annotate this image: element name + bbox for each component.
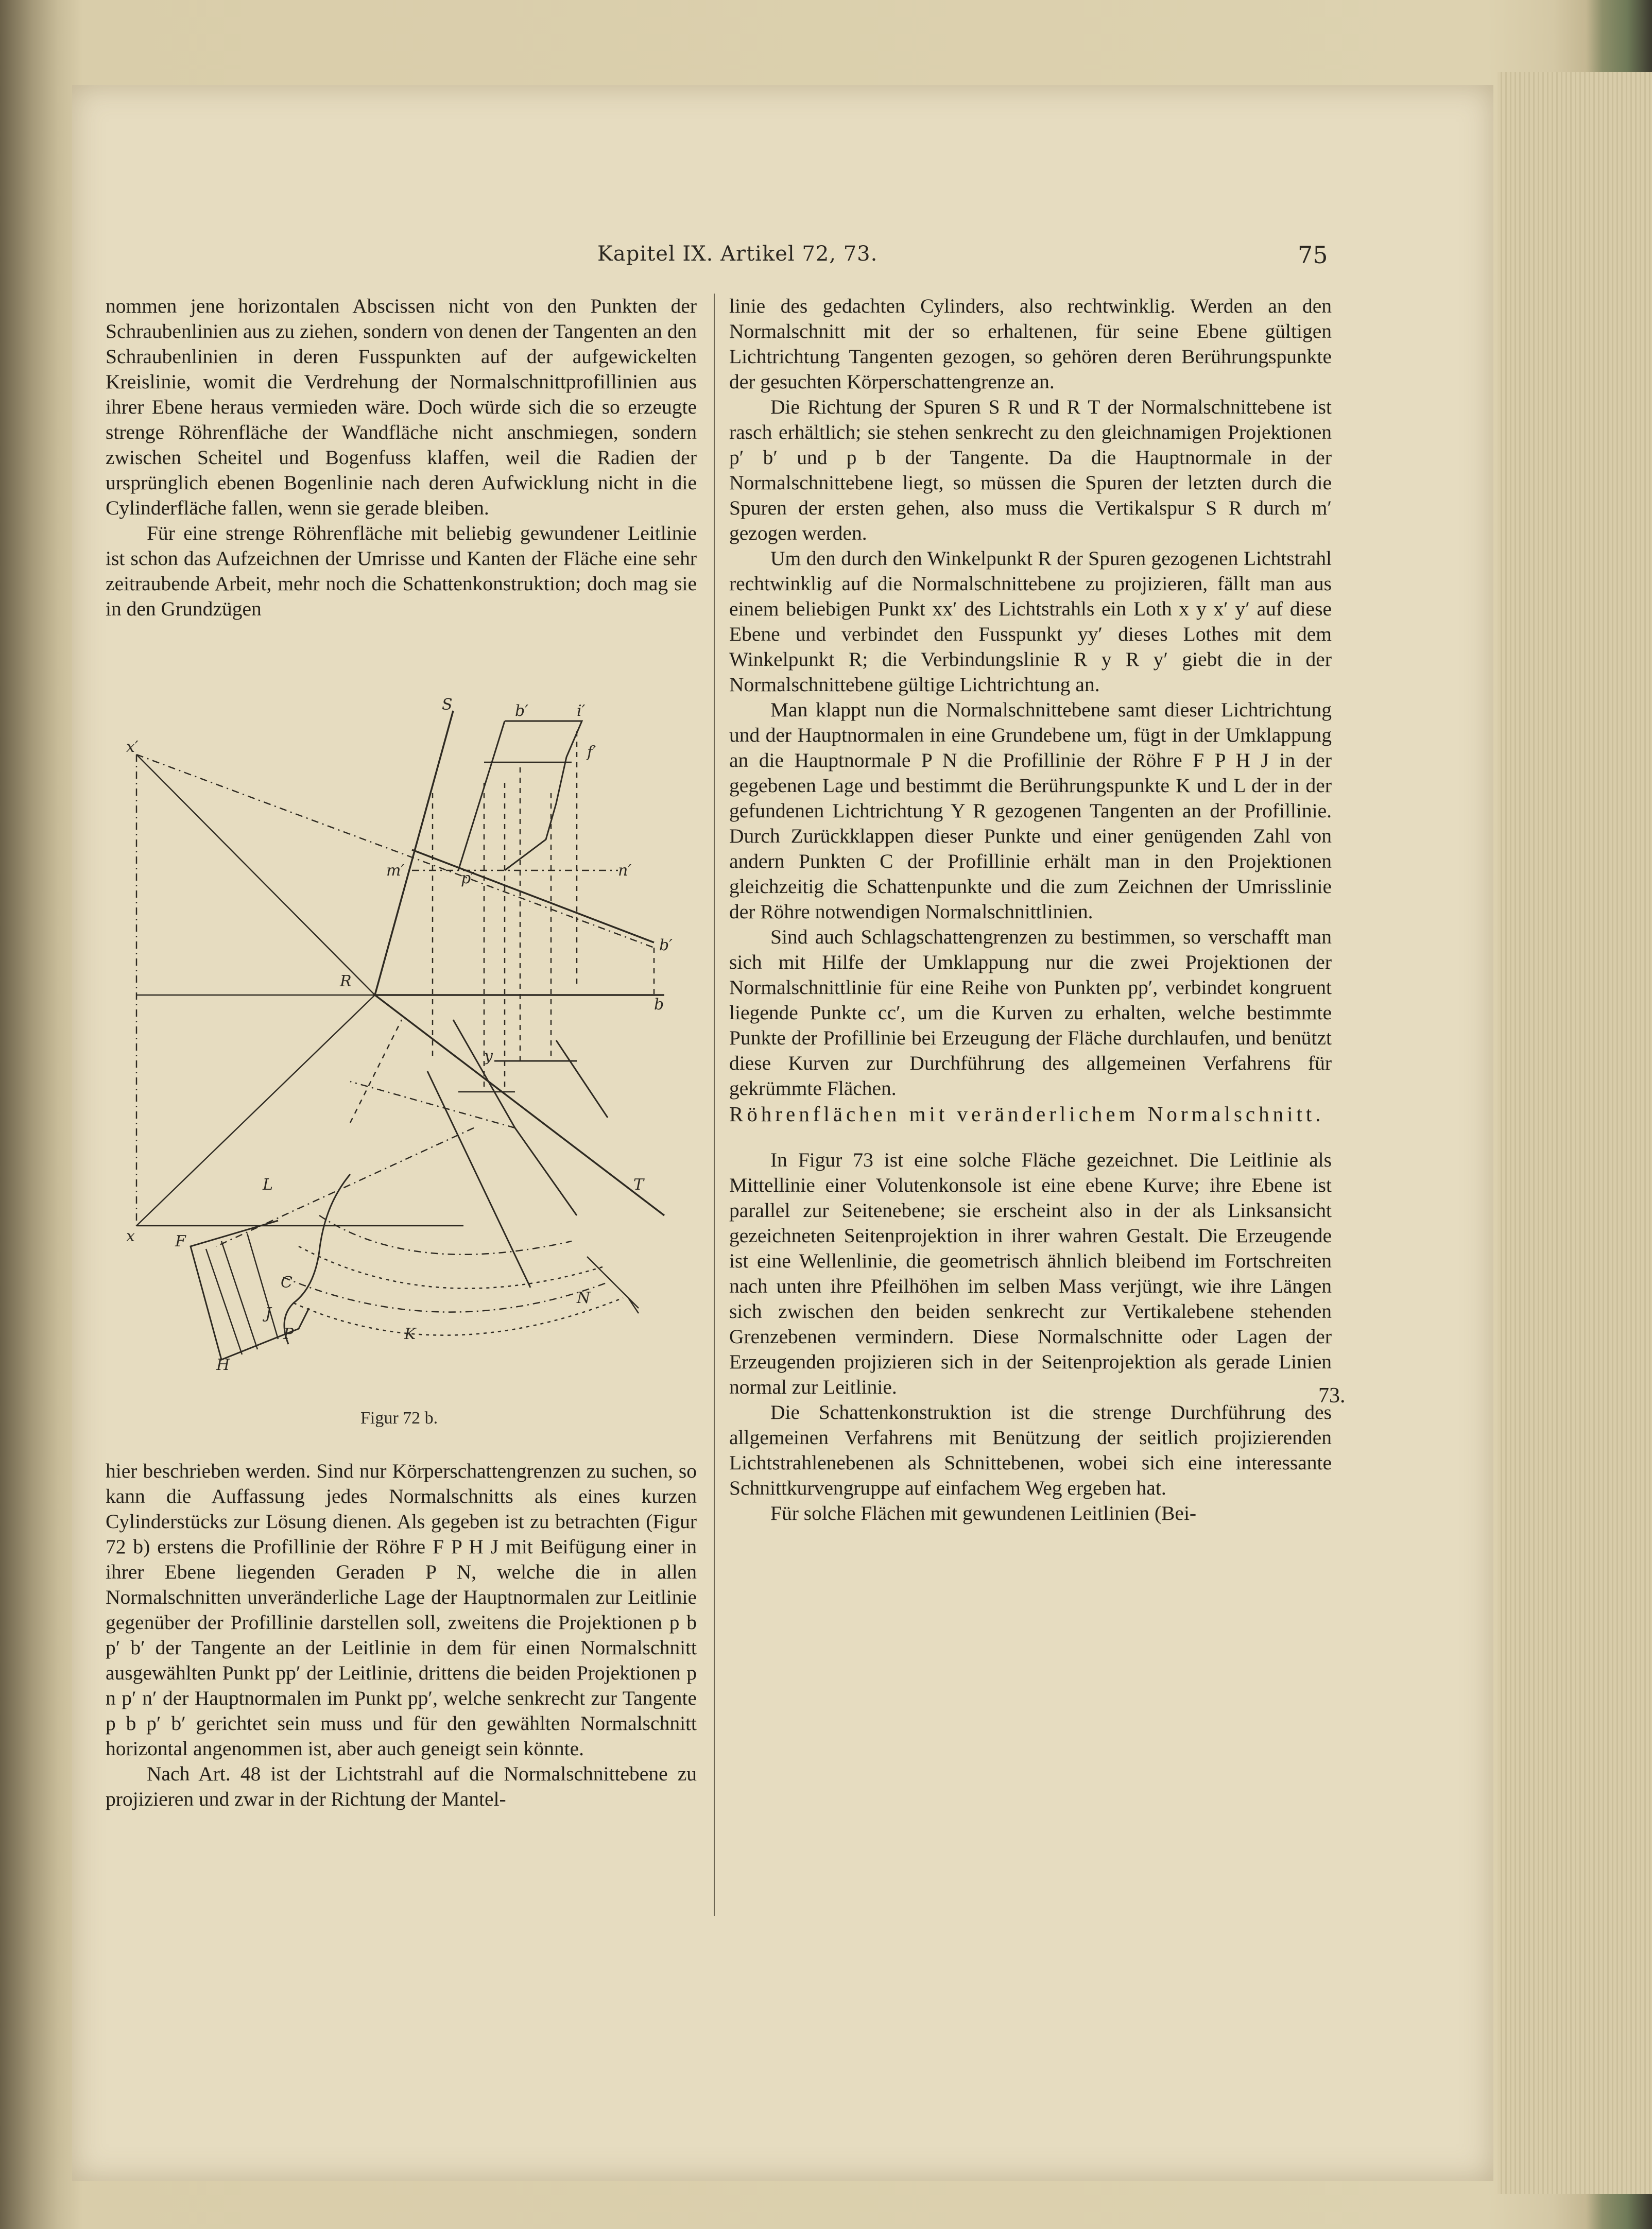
figure-label: H (216, 1356, 230, 1374)
paragraph: In Figur 73 ist eine solche Fläche gezeichnet. Die Leitlinie als Mittellinie einer Volutenkonsole ist eine ebene Kurve; ihre Ebene ist parallel zur Seitenebene; sie erscheint also in der als Linksansicht gezeichneten Seitenprojektion in ihrer wahren Gestalt. Die Erzeugende ist eine Wellenlinie, die geometrisch ähnlich bleibend im Fortschreiten nach unten ihre Pfeilhöhen im selben Mass verjüngt, wie ihre Längen sich zwischen den beiden senkrecht zur Vertikalebene stehenden Grenzebenen vermindern. Diese Normalschnitte oder Lagen der Erzeugenden projizieren sich in der Seitenprojektion als gerade Linien normal zur Leitlinie. (729, 1148, 1332, 1398)
paragraph: nommen jene horizontalen Abscissen nicht von den Punkten der Schraubenlinien aus zu ziehen, sondern von denen der Tangenten an den Schraubenlinien in deren Fusspunkten auf der aufgewickelten Kreislinie, womit die Verdrehung der Normalschnittprofillinien aus ihrer Ebene heraus vermieden wäre. Doch würde sich die so erzeugte strenge Röhrenfläche der Wandfläche nicht anschmiegen, sondern zwischen Scheitel und Bogenfuss klaffen, weil die Radien der ursprünglich ebenen Bogenlinie nach deren Aufwicklung nicht in die Cylinderfläche fallen, wenn sie gerade bleiben. (106, 295, 697, 519)
figure-label: R (340, 972, 352, 990)
figure-label: y (484, 1047, 493, 1065)
paragraph: Nach Art. 48 ist der Lichtstrahl auf die Normalschnittebene zu projizieren und zwar in der Richtung der Mantel- (106, 1762, 697, 1810)
figure-label: x (126, 1227, 135, 1245)
left-column-top (106, 294, 697, 622)
figure-label: b′ (515, 702, 529, 720)
figure-label: f′ (587, 743, 596, 761)
figure-label: p′ (461, 869, 475, 887)
left-column-bottom (106, 1459, 697, 1812)
figure-label: b′ (659, 936, 673, 954)
figure-label: x′ (126, 738, 139, 756)
page-edges (1498, 72, 1652, 2194)
column-divider (714, 294, 715, 1916)
figure-label: L (263, 1176, 273, 1194)
paragraph: linie des gedachten Cylinders, also rechtwinklig. Werden an den Normalschnitt mit der so erhaltenen, für seine Ebene gültigen Lichtrichtung Tangenten gezogen, so gehören deren Berührungspunkte der gesuchten Körperschattengrenze an. (729, 295, 1332, 393)
figure-72b (124, 696, 673, 1411)
running-header: Kapitel IX. Artikel 72, 73. (597, 242, 878, 266)
paragraph: Die Richtung der Spuren S R und R T der Normalschnittebene ist rasch erhältlich; sie stehen senkrecht zu den gleichnamigen Projektionen p′ b′ und p b der Tangente. Da die Hauptnormale in der Normalschnittebene liegt, so müssen die Spuren der letzten durch die Spuren der ersten gehen, also muss die Vertikalspur S R durch m′ gezogen werden. (729, 396, 1332, 544)
figure-label: P (283, 1325, 294, 1343)
paragraph: Um den durch den Winkelpunkt R der Spuren gezogenen Lichtstrahl rechtwinklig auf die Normalschnittebene zu projizieren, fällt man aus einem beliebigen Punkt xx′ des Lichtstrahls ein Loth x y x′ y′ auf diese Ebene und verbindet den Fusspunkt yy′ dieses Lothes mit dem Winkelpunkt R; die Verbindungslinie R y R y′ giebt die in der Normalschnittebene gültige Lichtrichtung an. (729, 547, 1332, 696)
figure-label: S (442, 696, 453, 714)
section-heading: Röhrenflächen mit veränderlichem Normalschnitt. (729, 1102, 1324, 1126)
figure-label: K (404, 1325, 416, 1343)
figure-label: F (175, 1232, 186, 1250)
paragraph: Die Schattenkonstruktion ist die strenge Durchführung des allgemeinen Verfahrens mit Benützung der seitlich projizierenden Lichtstrahlenebenen als Schnittebenen, wobei sich eine interessante Schnittkurvengruppe auf einfachem Weg ergeben hat. (729, 1401, 1332, 1499)
figure-label: n′ (618, 862, 632, 880)
figure-label: T (633, 1176, 644, 1194)
figure-label: N (577, 1289, 591, 1307)
figure-label: J (265, 1305, 272, 1323)
geometric-construction-diagram (124, 696, 673, 1411)
figure-label: i′ (577, 702, 586, 720)
figure-label: C (281, 1274, 292, 1292)
figure-caption: Figur 72 b. (360, 1409, 438, 1428)
section-number: 73. (1318, 1384, 1346, 1408)
page-number: 75 (1298, 241, 1328, 269)
paragraph: hier beschrieben werden. Sind nur Körperschattengrenzen zu suchen, so kann die Auffassung jedes Normalschnitts als eines kurzen Cylinderstücks zur Lösung dienen. Als gegeben ist zu betrachten (Figur 72 b) erstens die Profillinie der Röhre F P H J mit Beifügung einer in ihrer Ebene liegenden Geraden P N, welche die in allen Normalschnitten unveränderliche Lage der Hauptnormalen zur Leitlinie gegenüber der Profillinie darstellen soll, zweitens die Projektionen p b p′ b′ der Tangente an der Leitlinie in dem für einen Normalschnitt ausgewählten Punkt pp′ der Leitlinie, drittens die beiden Projektionen p n p′ n′ der Hauptnormalen im Punkt pp′, welche senkrecht zur Tangente p b p′ b′ gerichtet sein muss und für den gewählten Normalschnitt horizontal angenommen ist, aber auch geneigt sein könnte. (106, 1460, 697, 1760)
figure-label: b (654, 996, 664, 1014)
figure-label: m′ (386, 862, 405, 880)
paragraph: Sind auch Schlagschattengrenzen zu bestimmen, so verschafft man sich mit Hilfe der Umklappung nur die zwei Projektionen der Normalschnittlinie für eine Reihe von Punkten pp′, verbindet kongruent liegende Punkte cc′, um die Kurven zu erhalten, welche bestimmte Punkte der Profillinie bei Erzeugung der Fläche durchlaufen, und benützt diese Kurven zur Durchführung des allgemeinen Verfahrens für gekrümmte Flächen. (729, 925, 1332, 1100)
paragraph: Für eine strenge Röhrenfläche mit beliebig gewundener Leitlinie ist schon das Aufzeichnen der Umrisse und Kanten der Fläche eine sehr zeitraubende Arbeit, mehr noch die Schattenkonstruktion; doch mag sie in den Grundzügen (106, 522, 697, 620)
paragraph: Man klappt nun die Normalschnittebene samt dieser Lichtrichtung und der Hauptnormalen in eine Grundebene um, fügt in der Umklappung an die Hauptnormale P N die Profillinie der Röhre F P H J in der gegebenen Lage und bestimmt die Berührungspunkte K und L der in der gefundenen Lichtrichtung Y R gezogenen Tangenten an der Profillinie. Durch Zurückklappen dieser Punkte und einer genügenden Zahl von andern Punkten C der Profillinie erhält man in den Projektionen gleichzeitig die Schattenpunkte und die zum Zeichnen der Umrisslinie der Röhre notwendigen Normalschnittlinien. (729, 698, 1332, 923)
paragraph: Für solche Flächen mit gewundenen Leitlinien (Bei- (770, 1502, 1197, 1524)
right-column (729, 294, 1332, 1526)
